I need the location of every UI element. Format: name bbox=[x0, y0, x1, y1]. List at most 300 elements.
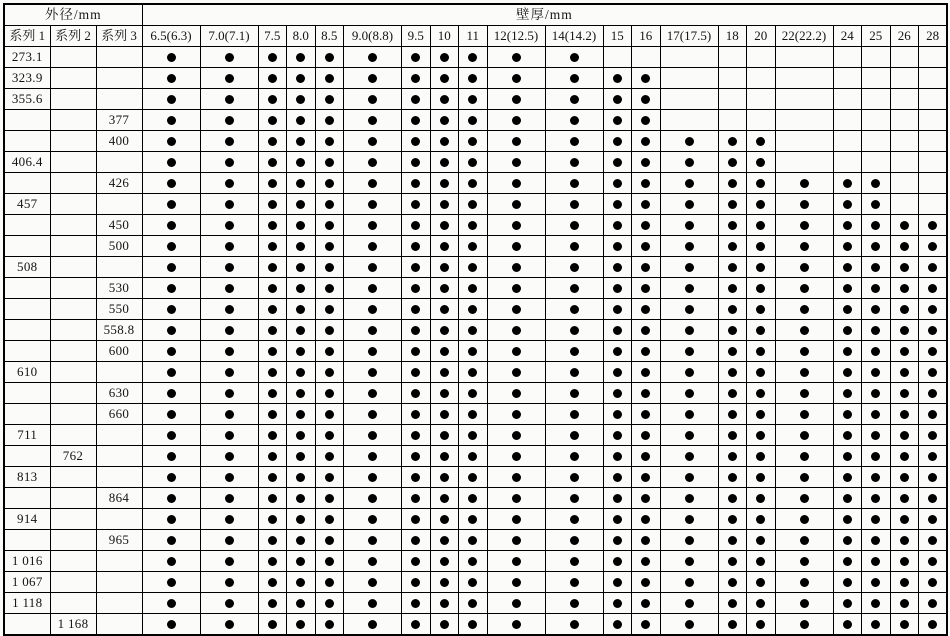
availability-cell bbox=[660, 194, 718, 215]
availability-cell bbox=[344, 299, 402, 320]
dot-marker bbox=[800, 242, 809, 251]
availability-cell bbox=[487, 362, 545, 383]
availability-cell bbox=[287, 215, 316, 236]
availability-cell bbox=[315, 152, 344, 173]
availability-cell bbox=[344, 215, 402, 236]
dot-marker bbox=[570, 221, 579, 230]
dot-marker bbox=[613, 347, 622, 356]
dot-marker bbox=[570, 515, 579, 524]
availability-cell bbox=[862, 404, 891, 425]
dot-marker bbox=[641, 200, 650, 209]
availability-cell bbox=[344, 194, 402, 215]
availability-cell bbox=[775, 215, 833, 236]
availability-cell bbox=[142, 194, 200, 215]
availability-cell bbox=[287, 299, 316, 320]
dot-marker bbox=[468, 263, 477, 272]
availability-cell bbox=[315, 530, 344, 551]
dot-marker bbox=[468, 431, 477, 440]
dot-marker bbox=[167, 326, 176, 335]
dot-marker bbox=[800, 368, 809, 377]
dot-marker bbox=[570, 368, 579, 377]
availability-cell bbox=[459, 467, 488, 488]
availability-cell bbox=[833, 68, 862, 89]
dot-marker bbox=[325, 620, 334, 629]
availability-cell bbox=[430, 362, 459, 383]
dot-marker bbox=[843, 347, 852, 356]
dot-marker bbox=[411, 557, 420, 566]
availability-cell bbox=[919, 341, 948, 362]
availability-cell bbox=[747, 278, 776, 299]
dot-marker bbox=[570, 389, 579, 398]
table-row bbox=[4, 278, 947, 299]
availability-cell bbox=[344, 341, 402, 362]
availability-cell bbox=[402, 131, 431, 152]
dot-marker bbox=[800, 284, 809, 293]
availability-cell bbox=[258, 488, 287, 509]
availability-cell bbox=[344, 110, 402, 131]
dot-marker bbox=[411, 242, 420, 251]
dot-marker bbox=[871, 389, 880, 398]
diameter-series-3-cell: 426 bbox=[96, 173, 142, 194]
dot-marker bbox=[756, 347, 765, 356]
availability-cell bbox=[919, 572, 948, 593]
dot-marker bbox=[368, 431, 377, 440]
availability-cell bbox=[487, 47, 545, 68]
availability-cell bbox=[603, 404, 632, 425]
availability-cell bbox=[487, 236, 545, 257]
availability-cell bbox=[258, 299, 287, 320]
dot-marker bbox=[512, 347, 521, 356]
availability-cell bbox=[287, 194, 316, 215]
availability-cell bbox=[603, 572, 632, 593]
availability-cell bbox=[459, 257, 488, 278]
availability-cell bbox=[258, 215, 287, 236]
availability-cell bbox=[603, 152, 632, 173]
dot-marker bbox=[570, 116, 579, 125]
availability-cell bbox=[833, 299, 862, 320]
availability-cell bbox=[603, 551, 632, 572]
dot-marker bbox=[296, 494, 305, 503]
availability-cell bbox=[545, 530, 603, 551]
dot-marker bbox=[325, 389, 334, 398]
dot-marker bbox=[167, 536, 176, 545]
dot-marker bbox=[928, 620, 937, 629]
dot-marker bbox=[641, 536, 650, 545]
availability-cell bbox=[258, 152, 287, 173]
availability-cell bbox=[459, 446, 488, 467]
dot-marker bbox=[368, 452, 377, 461]
dot-marker bbox=[440, 536, 449, 545]
dot-marker bbox=[268, 284, 277, 293]
dot-marker bbox=[728, 389, 737, 398]
availability-cell bbox=[258, 257, 287, 278]
dot-marker bbox=[411, 389, 420, 398]
availability-cell bbox=[919, 404, 948, 425]
diameter-series-2-cell bbox=[50, 110, 96, 131]
dot-marker bbox=[225, 389, 234, 398]
dot-marker bbox=[368, 515, 377, 524]
availability-cell bbox=[459, 509, 488, 530]
availability-cell bbox=[142, 131, 200, 152]
availability-cell bbox=[258, 446, 287, 467]
availability-cell bbox=[718, 110, 747, 131]
availability-cell bbox=[315, 173, 344, 194]
dot-marker bbox=[641, 116, 650, 125]
dot-marker bbox=[368, 221, 377, 230]
availability-cell bbox=[200, 89, 258, 110]
availability-cell bbox=[632, 152, 661, 173]
availability-cell bbox=[919, 530, 948, 551]
availability-cell bbox=[890, 110, 919, 131]
dot-marker bbox=[641, 305, 650, 314]
availability-cell bbox=[402, 320, 431, 341]
diameter-series-3-cell: 864 bbox=[96, 488, 142, 509]
dot-marker bbox=[268, 431, 277, 440]
dot-marker bbox=[411, 452, 420, 461]
dot-marker bbox=[325, 221, 334, 230]
dot-marker bbox=[468, 116, 477, 125]
dot-marker bbox=[468, 347, 477, 356]
table-row bbox=[4, 47, 947, 68]
dot-marker bbox=[368, 473, 377, 482]
table-row bbox=[4, 404, 947, 425]
availability-cell bbox=[919, 110, 948, 131]
availability-cell bbox=[459, 173, 488, 194]
availability-cell bbox=[487, 89, 545, 110]
dot-marker bbox=[268, 242, 277, 251]
dot-marker bbox=[268, 494, 277, 503]
availability-cell bbox=[287, 488, 316, 509]
dot-marker bbox=[325, 515, 334, 524]
availability-cell bbox=[545, 278, 603, 299]
dot-marker bbox=[613, 305, 622, 314]
dot-marker bbox=[900, 431, 909, 440]
diameter-series-2-cell bbox=[50, 215, 96, 236]
dot-marker bbox=[800, 305, 809, 314]
availability-cell bbox=[890, 530, 919, 551]
availability-cell bbox=[775, 173, 833, 194]
availability-cell bbox=[430, 110, 459, 131]
dot-marker bbox=[900, 347, 909, 356]
diameter-series-3-cell: 558.8 bbox=[96, 320, 142, 341]
availability-cell bbox=[660, 47, 718, 68]
availability-cell bbox=[890, 173, 919, 194]
availability-cell bbox=[603, 173, 632, 194]
dot-marker bbox=[411, 179, 420, 188]
dot-marker bbox=[325, 305, 334, 314]
availability-cell bbox=[459, 320, 488, 341]
dot-marker bbox=[900, 557, 909, 566]
dot-marker bbox=[512, 494, 521, 503]
availability-cell bbox=[890, 320, 919, 341]
diameter-series-2-cell bbox=[50, 404, 96, 425]
diameter-series-2-cell bbox=[50, 320, 96, 341]
dot-marker bbox=[641, 179, 650, 188]
availability-cell bbox=[919, 593, 948, 614]
diameter-series-3-cell bbox=[96, 467, 142, 488]
dot-marker bbox=[296, 263, 305, 272]
availability-cell bbox=[459, 572, 488, 593]
dot-marker bbox=[512, 242, 521, 251]
availability-cell bbox=[775, 404, 833, 425]
dot-marker bbox=[843, 515, 852, 524]
availability-cell bbox=[919, 299, 948, 320]
availability-cell bbox=[632, 362, 661, 383]
diameter-series-3-cell: 400 bbox=[96, 131, 142, 152]
availability-cell bbox=[430, 530, 459, 551]
dot-marker bbox=[800, 515, 809, 524]
dot-marker bbox=[167, 578, 176, 587]
availability-cell bbox=[862, 68, 891, 89]
availability-cell bbox=[459, 614, 488, 636]
dot-marker bbox=[325, 158, 334, 167]
dot-marker bbox=[296, 179, 305, 188]
dot-marker bbox=[167, 221, 176, 230]
dot-marker bbox=[268, 536, 277, 545]
dot-marker bbox=[685, 536, 694, 545]
availability-cell bbox=[603, 362, 632, 383]
dot-marker bbox=[268, 221, 277, 230]
availability-cell bbox=[775, 47, 833, 68]
availability-cell bbox=[402, 362, 431, 383]
dot-marker bbox=[613, 242, 622, 251]
availability-cell bbox=[919, 47, 948, 68]
dot-marker bbox=[468, 368, 477, 377]
dot-marker bbox=[641, 263, 650, 272]
dot-marker bbox=[296, 452, 305, 461]
availability-cell bbox=[603, 467, 632, 488]
availability-cell bbox=[258, 509, 287, 530]
dot-marker bbox=[613, 515, 622, 524]
dot-marker bbox=[468, 200, 477, 209]
availability-cell bbox=[632, 488, 661, 509]
dot-marker bbox=[928, 389, 937, 398]
dot-marker bbox=[167, 431, 176, 440]
dot-marker bbox=[728, 431, 737, 440]
dot-marker bbox=[468, 179, 477, 188]
diameter-series-1-cell: 273.1 bbox=[4, 47, 50, 68]
availability-cell bbox=[775, 89, 833, 110]
availability-cell bbox=[142, 509, 200, 530]
availability-cell bbox=[545, 299, 603, 320]
dot-marker bbox=[512, 410, 521, 419]
dot-marker bbox=[368, 53, 377, 62]
dot-marker bbox=[440, 284, 449, 293]
wall-thickness-group-header: 壁厚/mm bbox=[142, 4, 947, 26]
availability-cell bbox=[603, 320, 632, 341]
availability-cell bbox=[890, 236, 919, 257]
dot-marker bbox=[440, 95, 449, 104]
table-row bbox=[4, 215, 947, 236]
availability-cell bbox=[660, 467, 718, 488]
dot-marker bbox=[268, 452, 277, 461]
dot-marker bbox=[900, 578, 909, 587]
availability-cell bbox=[430, 152, 459, 173]
dot-marker bbox=[512, 221, 521, 230]
availability-cell bbox=[660, 404, 718, 425]
dot-marker bbox=[368, 95, 377, 104]
availability-cell bbox=[603, 383, 632, 404]
availability-cell bbox=[890, 257, 919, 278]
dot-marker bbox=[800, 557, 809, 566]
availability-cell bbox=[402, 47, 431, 68]
diameter-series-2-cell bbox=[50, 152, 96, 173]
dot-marker bbox=[871, 515, 880, 524]
availability-cell bbox=[287, 257, 316, 278]
diameter-series-3-cell bbox=[96, 551, 142, 572]
availability-cell bbox=[718, 194, 747, 215]
availability-cell bbox=[200, 257, 258, 278]
dot-marker bbox=[268, 578, 277, 587]
availability-cell bbox=[287, 362, 316, 383]
availability-cell bbox=[718, 593, 747, 614]
diameter-series-1-cell bbox=[4, 488, 50, 509]
availability-cell bbox=[603, 194, 632, 215]
dot-marker bbox=[641, 578, 650, 587]
availability-cell bbox=[487, 404, 545, 425]
availability-cell bbox=[862, 215, 891, 236]
diameter-series-2-cell: 1 168 bbox=[50, 614, 96, 636]
availability-cell bbox=[258, 530, 287, 551]
dot-marker bbox=[296, 158, 305, 167]
availability-cell bbox=[287, 110, 316, 131]
availability-cell bbox=[833, 152, 862, 173]
dot-marker bbox=[468, 137, 477, 146]
availability-cell bbox=[747, 110, 776, 131]
availability-cell bbox=[545, 236, 603, 257]
dot-marker bbox=[613, 389, 622, 398]
dot-marker bbox=[728, 368, 737, 377]
dot-marker bbox=[756, 242, 765, 251]
availability-cell bbox=[344, 509, 402, 530]
availability-cell bbox=[315, 236, 344, 257]
dot-marker bbox=[613, 410, 622, 419]
availability-cell bbox=[862, 320, 891, 341]
thickness-column-header: 17(17.5) bbox=[660, 26, 718, 47]
availability-cell bbox=[890, 551, 919, 572]
availability-cell bbox=[315, 131, 344, 152]
dot-marker bbox=[512, 368, 521, 377]
dot-marker bbox=[512, 137, 521, 146]
dot-marker bbox=[871, 431, 880, 440]
availability-cell bbox=[142, 257, 200, 278]
availability-cell bbox=[718, 89, 747, 110]
dot-marker bbox=[440, 347, 449, 356]
availability-cell bbox=[660, 551, 718, 572]
availability-cell bbox=[430, 488, 459, 509]
availability-cell bbox=[632, 383, 661, 404]
dot-marker bbox=[411, 347, 420, 356]
dot-marker bbox=[440, 389, 449, 398]
availability-cell bbox=[660, 173, 718, 194]
availability-cell bbox=[890, 467, 919, 488]
thickness-column-header: 14(14.2) bbox=[545, 26, 603, 47]
availability-cell bbox=[919, 173, 948, 194]
dot-marker bbox=[296, 326, 305, 335]
availability-cell bbox=[862, 530, 891, 551]
availability-cell bbox=[258, 614, 287, 636]
availability-cell bbox=[430, 278, 459, 299]
pipe-dimension-table bbox=[3, 3, 948, 636]
diameter-series-2-cell bbox=[50, 194, 96, 215]
availability-cell bbox=[258, 236, 287, 257]
availability-cell bbox=[603, 425, 632, 446]
availability-cell bbox=[258, 341, 287, 362]
availability-cell bbox=[747, 488, 776, 509]
dot-marker bbox=[685, 200, 694, 209]
availability-cell bbox=[459, 215, 488, 236]
availability-cell bbox=[833, 278, 862, 299]
dot-marker bbox=[167, 494, 176, 503]
dot-marker bbox=[685, 473, 694, 482]
dot-marker bbox=[296, 200, 305, 209]
table-row bbox=[4, 467, 947, 488]
dot-marker bbox=[928, 578, 937, 587]
availability-cell bbox=[660, 152, 718, 173]
dot-marker bbox=[685, 179, 694, 188]
availability-cell bbox=[430, 572, 459, 593]
availability-cell bbox=[603, 278, 632, 299]
availability-cell bbox=[718, 341, 747, 362]
availability-cell bbox=[632, 110, 661, 131]
availability-cell bbox=[287, 509, 316, 530]
availability-cell bbox=[142, 68, 200, 89]
dot-marker bbox=[570, 347, 579, 356]
diameter-series-3-cell bbox=[96, 362, 142, 383]
availability-cell bbox=[718, 152, 747, 173]
dot-marker bbox=[613, 620, 622, 629]
dot-marker bbox=[225, 536, 234, 545]
availability-cell bbox=[890, 131, 919, 152]
dot-marker bbox=[296, 431, 305, 440]
dot-marker bbox=[613, 284, 622, 293]
dot-marker bbox=[411, 578, 420, 587]
dot-marker bbox=[296, 410, 305, 419]
availability-cell bbox=[142, 236, 200, 257]
dot-marker bbox=[225, 305, 234, 314]
dot-marker bbox=[296, 389, 305, 398]
availability-cell bbox=[258, 593, 287, 614]
availability-cell bbox=[718, 551, 747, 572]
availability-cell bbox=[487, 110, 545, 131]
availability-cell bbox=[747, 47, 776, 68]
dot-marker bbox=[570, 557, 579, 566]
dot-marker bbox=[368, 179, 377, 188]
availability-cell bbox=[660, 572, 718, 593]
dot-marker bbox=[268, 179, 277, 188]
availability-cell bbox=[287, 152, 316, 173]
availability-cell bbox=[287, 341, 316, 362]
diameter-series-1-cell bbox=[4, 614, 50, 636]
availability-cell bbox=[775, 593, 833, 614]
dot-marker bbox=[843, 284, 852, 293]
availability-cell bbox=[718, 446, 747, 467]
diameter-series-2-cell bbox=[50, 47, 96, 68]
dot-marker bbox=[843, 536, 852, 545]
availability-cell bbox=[890, 215, 919, 236]
dot-marker bbox=[685, 389, 694, 398]
availability-cell bbox=[430, 467, 459, 488]
dot-marker bbox=[641, 389, 650, 398]
availability-cell bbox=[919, 278, 948, 299]
dot-marker bbox=[368, 620, 377, 629]
dot-marker bbox=[440, 53, 449, 62]
dot-marker bbox=[871, 494, 880, 503]
dot-marker bbox=[225, 53, 234, 62]
dot-marker bbox=[512, 389, 521, 398]
availability-cell bbox=[833, 383, 862, 404]
availability-cell bbox=[430, 551, 459, 572]
